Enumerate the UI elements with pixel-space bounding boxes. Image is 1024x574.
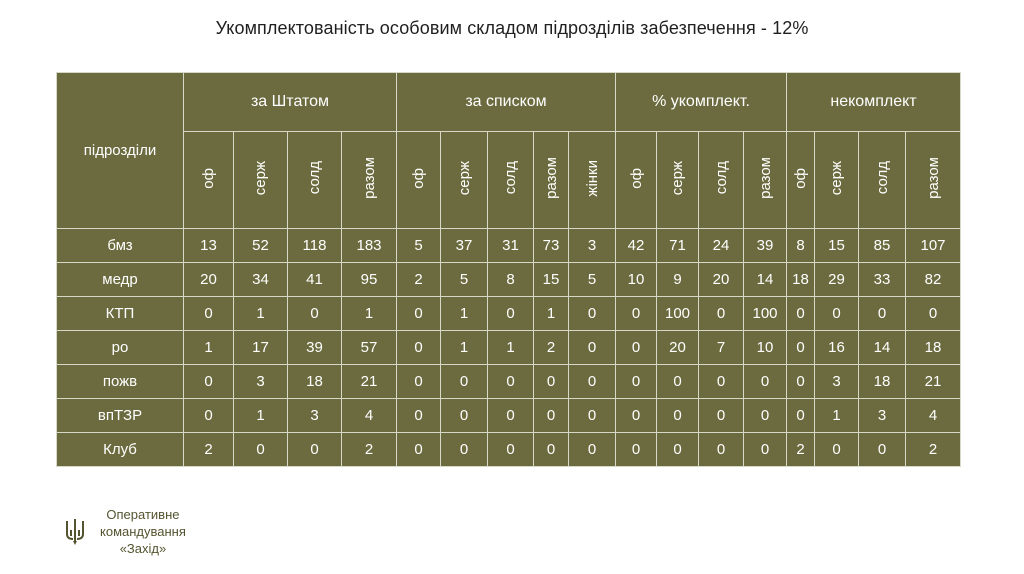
value-cell: 18 [787, 263, 815, 297]
value-cell: 1 [184, 331, 234, 365]
value-cell: 7 [699, 331, 744, 365]
value-cell: 1 [441, 331, 488, 365]
unit-name-cell: медр [57, 263, 184, 297]
value-cell: 1 [815, 399, 859, 433]
value-cell: 0 [616, 331, 657, 365]
table-row [57, 331, 961, 365]
table-row [57, 263, 961, 297]
value-cell: 0 [744, 433, 787, 467]
value-cell: 20 [184, 263, 234, 297]
value-cell: 29 [815, 263, 859, 297]
value-cell: 0 [657, 399, 699, 433]
value-cell: 21 [906, 365, 961, 399]
subcol-header: разом [906, 132, 961, 229]
staffing-table [56, 72, 961, 467]
value-cell: 2 [184, 433, 234, 467]
value-cell: 18 [859, 365, 906, 399]
value-cell: 107 [906, 229, 961, 263]
value-cell: 0 [441, 365, 488, 399]
value-cell: 0 [787, 331, 815, 365]
value-cell: 100 [657, 297, 699, 331]
unit-name-cell: впТЗР [57, 399, 184, 433]
value-cell: 0 [488, 365, 534, 399]
units-header: підрозділи [57, 73, 184, 229]
value-cell: 2 [342, 433, 397, 467]
value-cell: 0 [616, 297, 657, 331]
value-cell: 0 [534, 433, 569, 467]
unit-name-cell: Клуб [57, 433, 184, 467]
value-cell: 0 [787, 297, 815, 331]
value-cell: 0 [288, 297, 342, 331]
value-cell: 33 [859, 263, 906, 297]
subcol-header: разом [534, 132, 569, 229]
org-line: командування [100, 524, 186, 539]
value-cell: 0 [616, 365, 657, 399]
table-row [57, 399, 961, 433]
subcol-header: солд [859, 132, 906, 229]
value-cell: 1 [234, 297, 288, 331]
value-cell: 1 [234, 399, 288, 433]
subcol-header: серж [815, 132, 859, 229]
table-body [57, 229, 961, 467]
value-cell: 85 [859, 229, 906, 263]
staffing-table-container [56, 72, 961, 467]
value-cell: 16 [815, 331, 859, 365]
organization-name [100, 506, 186, 557]
value-cell: 0 [616, 399, 657, 433]
value-cell: 0 [657, 365, 699, 399]
subcol-header: разом [342, 132, 397, 229]
group-header-row [57, 73, 961, 132]
value-cell: 18 [288, 365, 342, 399]
org-line: Оперативне [106, 507, 180, 522]
value-cell: 0 [787, 399, 815, 433]
value-cell: 4 [342, 399, 397, 433]
value-cell: 14 [859, 331, 906, 365]
subcol-header: оф [787, 132, 815, 229]
value-cell: 0 [488, 297, 534, 331]
table-row [57, 297, 961, 331]
value-cell: 34 [234, 263, 288, 297]
value-cell: 3 [859, 399, 906, 433]
value-cell: 100 [744, 297, 787, 331]
value-cell: 1 [441, 297, 488, 331]
value-cell: 0 [699, 433, 744, 467]
value-cell: 31 [488, 229, 534, 263]
value-cell: 17 [234, 331, 288, 365]
value-cell: 20 [699, 263, 744, 297]
value-cell: 0 [569, 399, 616, 433]
value-cell: 0 [534, 365, 569, 399]
value-cell: 82 [906, 263, 961, 297]
value-cell: 2 [787, 433, 815, 467]
subcol-header: разом [744, 132, 787, 229]
value-cell: 2 [534, 331, 569, 365]
subcol-header: оф [616, 132, 657, 229]
value-cell: 3 [569, 229, 616, 263]
subcol-header: жінки [569, 132, 616, 229]
value-cell: 0 [569, 297, 616, 331]
unit-name-cell: бмз [57, 229, 184, 263]
group-header-by-list: за списком [397, 73, 616, 132]
page-title: Укомплектованість особовим складом підрозділів забезпечення - 12% [215, 18, 809, 38]
value-cell: 0 [569, 331, 616, 365]
value-cell: 0 [184, 297, 234, 331]
table-row [57, 229, 961, 263]
value-cell: 118 [288, 229, 342, 263]
value-cell: 0 [699, 297, 744, 331]
value-cell: 0 [699, 399, 744, 433]
value-cell: 0 [569, 365, 616, 399]
value-cell: 0 [906, 297, 961, 331]
value-cell: 0 [441, 433, 488, 467]
value-cell: 5 [397, 229, 441, 263]
subcol-header: серж [441, 132, 488, 229]
subcol-header: солд [488, 132, 534, 229]
value-cell: 2 [906, 433, 961, 467]
value-cell: 39 [744, 229, 787, 263]
value-cell: 52 [234, 229, 288, 263]
value-cell: 0 [744, 399, 787, 433]
value-cell: 15 [815, 229, 859, 263]
value-cell: 0 [859, 297, 906, 331]
value-cell: 0 [397, 365, 441, 399]
value-cell: 41 [288, 263, 342, 297]
value-cell: 10 [616, 263, 657, 297]
value-cell: 3 [234, 365, 288, 399]
subcol-header: серж [657, 132, 699, 229]
value-cell: 8 [488, 263, 534, 297]
value-cell: 2 [397, 263, 441, 297]
value-cell: 95 [342, 263, 397, 297]
value-cell: 0 [815, 297, 859, 331]
subcol-header: солд [288, 132, 342, 229]
value-cell: 13 [184, 229, 234, 263]
group-header-percent: % укомплект. [616, 73, 787, 132]
value-cell: 39 [288, 331, 342, 365]
value-cell: 14 [744, 263, 787, 297]
value-cell: 0 [397, 433, 441, 467]
value-cell: 5 [569, 263, 616, 297]
footer [64, 506, 186, 557]
value-cell: 0 [397, 399, 441, 433]
value-cell: 0 [488, 433, 534, 467]
value-cell: 9 [657, 263, 699, 297]
value-cell: 0 [184, 399, 234, 433]
value-cell: 0 [859, 433, 906, 467]
value-cell: 0 [234, 433, 288, 467]
value-cell: 4 [906, 399, 961, 433]
value-cell: 0 [397, 331, 441, 365]
value-cell: 57 [342, 331, 397, 365]
value-cell: 37 [441, 229, 488, 263]
subcol-header: оф [184, 132, 234, 229]
value-cell: 0 [744, 365, 787, 399]
value-cell: 0 [616, 433, 657, 467]
value-cell: 0 [397, 297, 441, 331]
org-line: «Захід» [119, 541, 167, 556]
value-cell: 0 [441, 399, 488, 433]
subcolumn-header-row [57, 132, 961, 229]
value-cell: 21 [342, 365, 397, 399]
table-row [57, 433, 961, 467]
subcol-header: солд [699, 132, 744, 229]
group-header-shortage: некомплект [787, 73, 961, 132]
value-cell: 10 [744, 331, 787, 365]
value-cell: 1 [342, 297, 397, 331]
value-cell: 0 [288, 433, 342, 467]
value-cell: 0 [699, 365, 744, 399]
value-cell: 8 [787, 229, 815, 263]
value-cell: 0 [569, 433, 616, 467]
group-header-by-staff: за Штатом [184, 73, 397, 132]
value-cell: 3 [815, 365, 859, 399]
value-cell: 24 [699, 229, 744, 263]
table-row [57, 365, 961, 399]
trident-icon [64, 518, 86, 546]
value-cell: 0 [184, 365, 234, 399]
value-cell: 183 [342, 229, 397, 263]
value-cell: 1 [488, 331, 534, 365]
value-cell: 15 [534, 263, 569, 297]
value-cell: 0 [534, 399, 569, 433]
value-cell: 0 [488, 399, 534, 433]
value-cell: 42 [616, 229, 657, 263]
value-cell: 20 [657, 331, 699, 365]
value-cell: 1 [534, 297, 569, 331]
value-cell: 5 [441, 263, 488, 297]
unit-name-cell: пожв [57, 365, 184, 399]
value-cell: 3 [288, 399, 342, 433]
value-cell: 18 [906, 331, 961, 365]
value-cell: 0 [657, 433, 699, 467]
value-cell: 0 [787, 365, 815, 399]
subcol-header: серж [234, 132, 288, 229]
value-cell: 73 [534, 229, 569, 263]
unit-name-cell: КТП [57, 297, 184, 331]
unit-name-cell: ро [57, 331, 184, 365]
subcol-header: оф [397, 132, 441, 229]
value-cell: 0 [815, 433, 859, 467]
value-cell: 71 [657, 229, 699, 263]
